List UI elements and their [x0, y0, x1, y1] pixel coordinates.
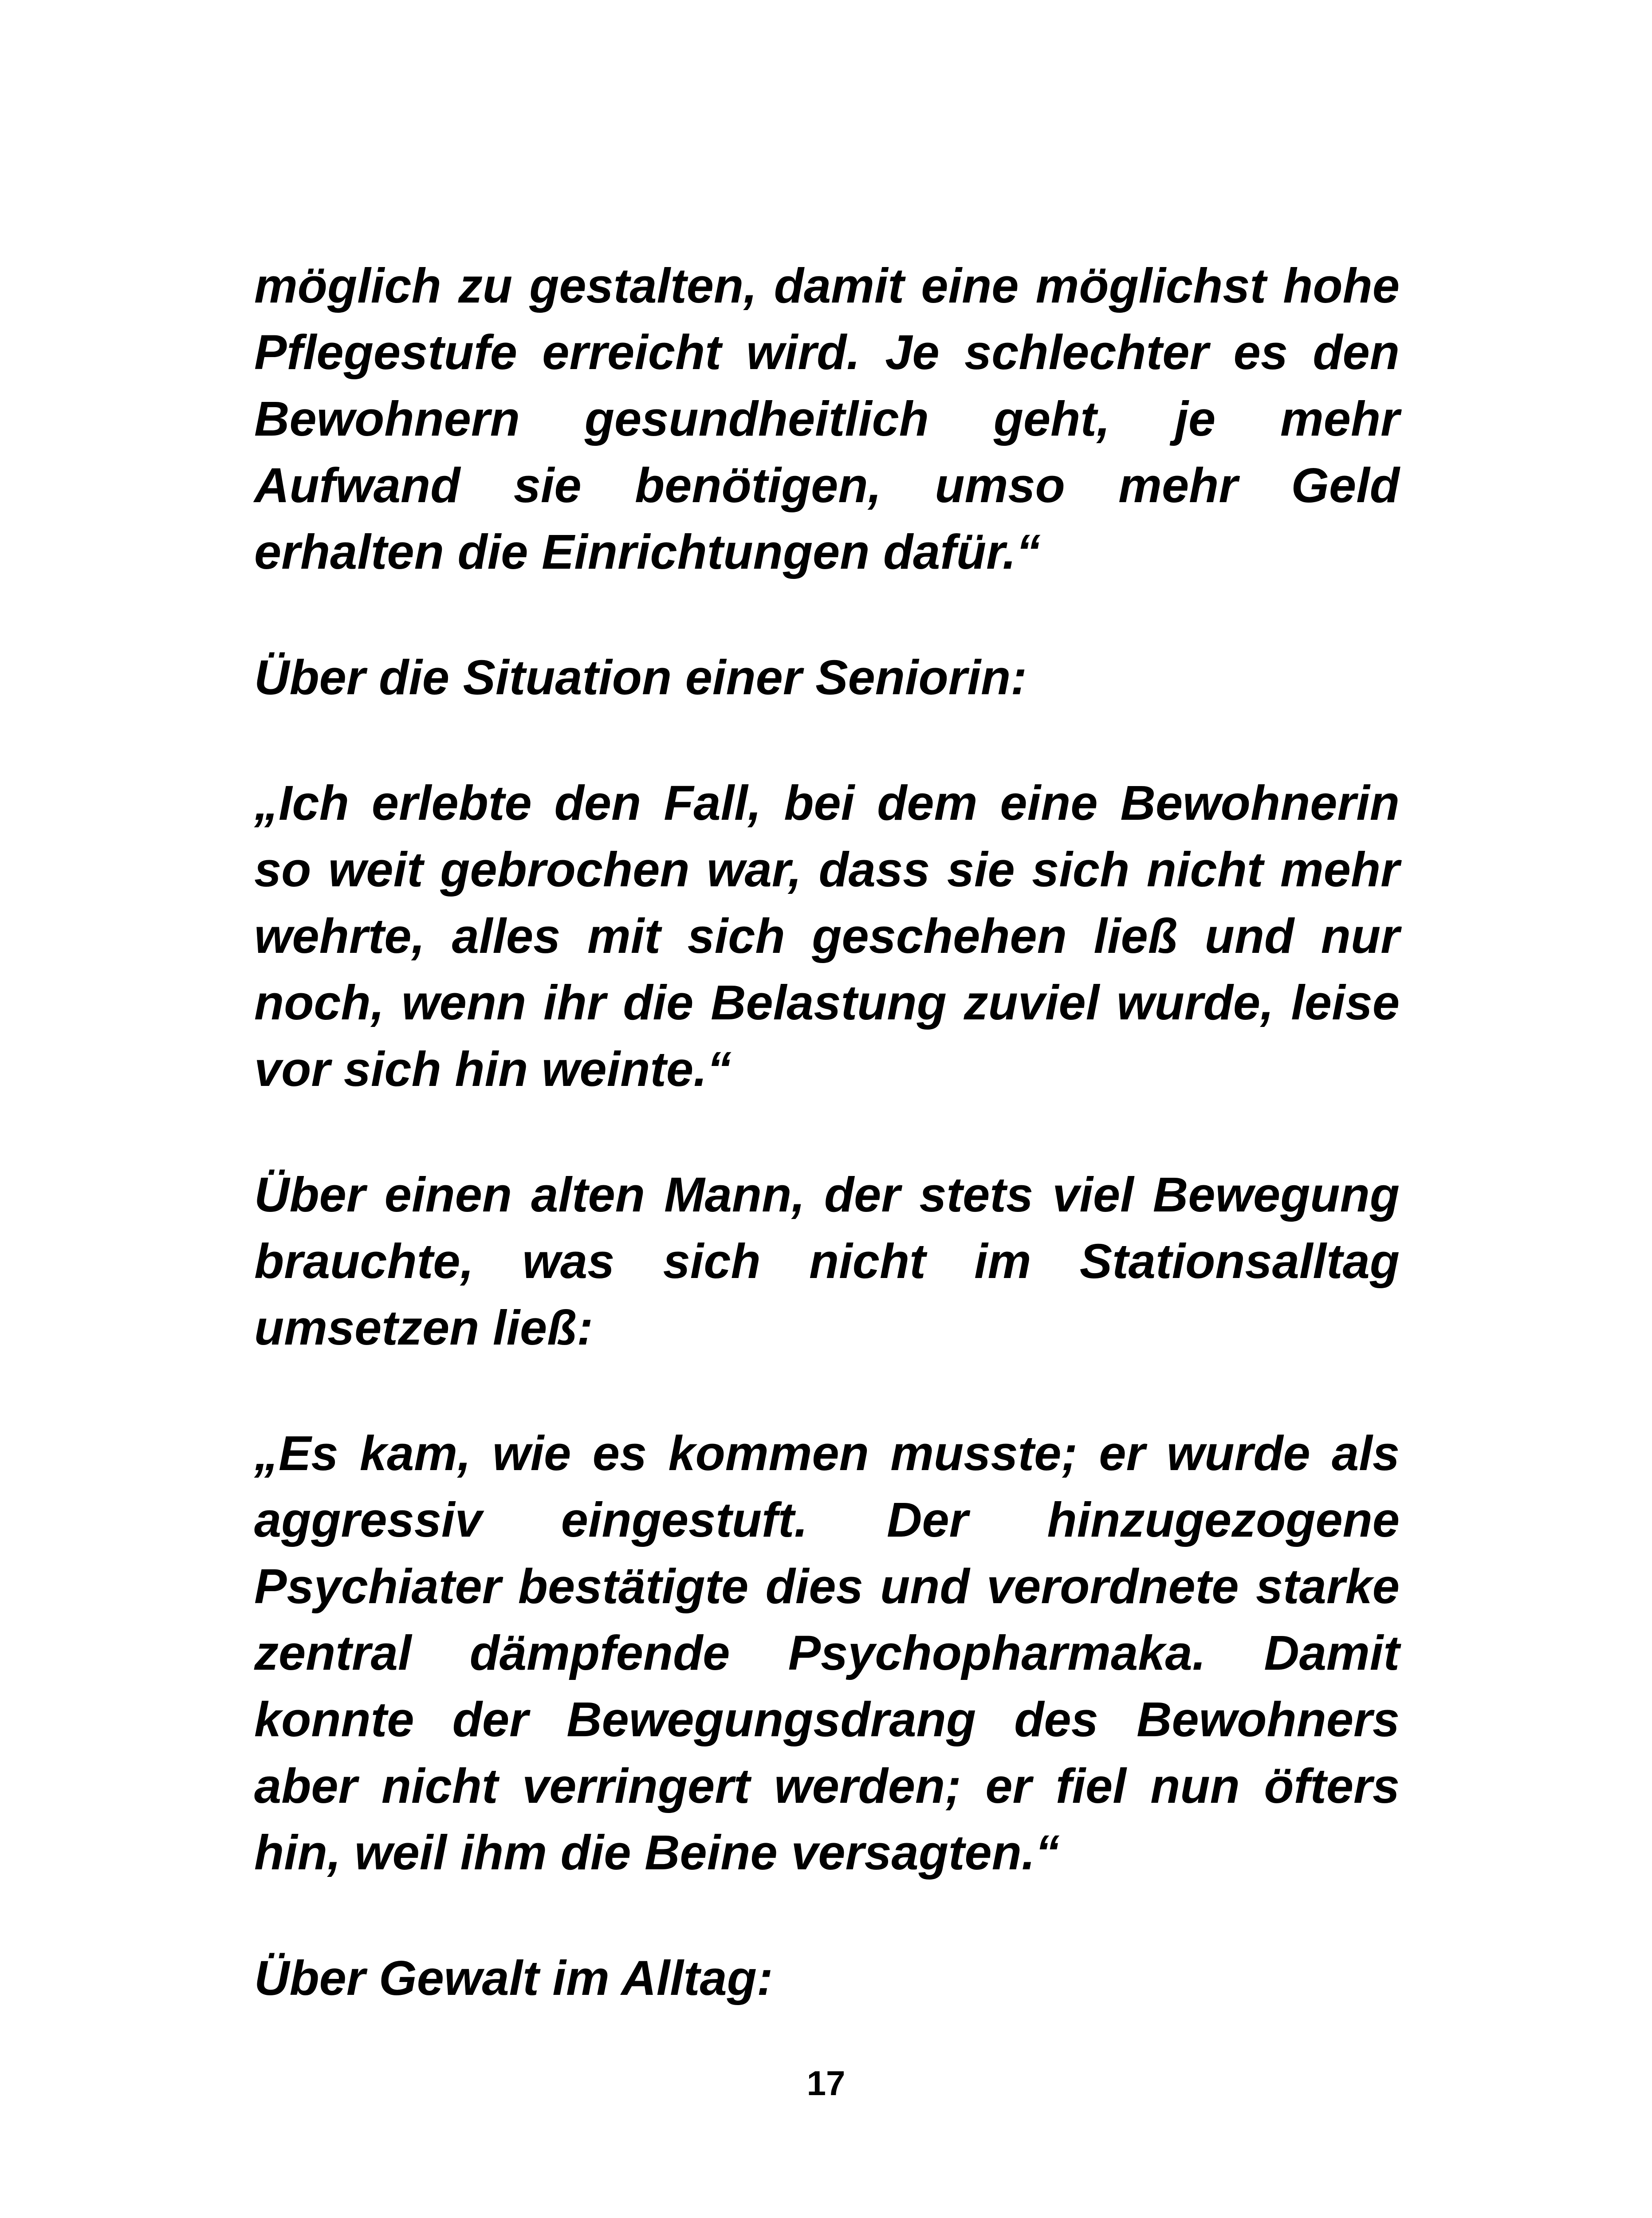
body-text [254, 253, 1400, 2012]
paragraph-heading-gewalt: Über Gewalt im Alltag: [254, 1951, 773, 2006]
paragraph-quote-bewohnerin: „Ich erlebte den Fall, bei dem eine Bewohnerin so weit gebrochen war, dass sie sich nicht mehr wehrte, alles mit sich geschehen ließ und nur noch, wenn ihr die Belastung zuviel wurde, leise vor sich hin weinte.“ [254, 776, 1400, 1097]
page-number: 17 [806, 2064, 846, 2103]
paragraph-heading-seniorin: Über die Situation einer Seniorin: [254, 650, 1027, 705]
paragraph-continuation: möglich zu gestalten, damit eine möglichst hohe Pflegestufe erreicht wird. Je schlechter es den Bewohnern gesundheitlich geht, je mehr Aufwand sie benötigen, umso mehr Geld erhalten die Einrichtungen dafür.“ [254, 259, 1400, 579]
paragraph-heading-alter-mann: Über einen alten Mann, der stets viel Bewegung brauchte, was sich nicht im Stationsalltag umsetzen ließ: [254, 1168, 1400, 1355]
paragraph-quote-bewegungsdrang: „Es kam, wie es kommen musste; er wurde als aggressiv eingestuft. Der hinzugezogene Psychiater bestätigte dies und verordnete starke zentral dämpfende Psychopharmaka. Damit konnte der Bewegungsdrang des Bewohners aber nicht verringert werden; er fiel nun öfters hin, weil ihm die Beine versagten.“ [254, 1426, 1400, 1880]
